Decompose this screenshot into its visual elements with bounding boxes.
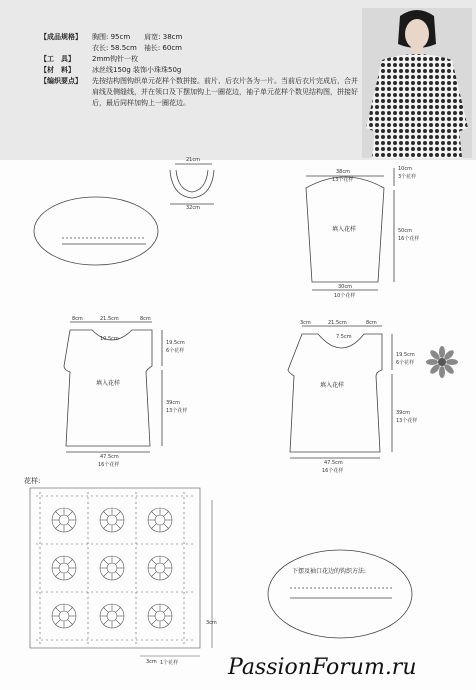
motif-spoke <box>104 572 109 577</box>
front-diagram <box>288 326 392 458</box>
front-neck: 7.5cm <box>336 334 352 340</box>
motif-center <box>107 563 117 573</box>
motif-center <box>107 515 117 525</box>
motif-spoke <box>56 608 61 613</box>
motif-spoke <box>152 572 157 577</box>
motif-spoke <box>152 560 157 565</box>
motif-spoke <box>116 572 121 577</box>
sleeve-right2-count: 16个花样 <box>398 236 420 242</box>
collar-bottom-label: 32cm <box>186 205 200 211</box>
spec-value: 冰丝线150g 装饰小珠珠50g <box>92 66 182 74</box>
back-neck: 10.5cm <box>100 336 119 342</box>
back-arm-count: 6个花样 <box>166 348 185 354</box>
sleeve-inside-label: 填入花样 <box>332 226 357 233</box>
watermark: PassionForum.ru <box>228 655 417 680</box>
sleeve-bottom-count: 10个花样 <box>334 293 356 299</box>
motif-center <box>155 611 165 621</box>
spec-key: 【工 具】 <box>40 55 75 63</box>
motif-spoke <box>104 560 109 565</box>
front-top-mid: 21.5cm <box>328 320 347 326</box>
motif-center <box>59 515 69 525</box>
motif-spoke <box>68 572 73 577</box>
motif-spoke <box>68 620 73 625</box>
motif-spoke <box>104 524 109 529</box>
spec-value: 胸围: 95cm 肩宽: 38cm <box>92 33 183 41</box>
back-arm: 19.5cm <box>166 340 185 346</box>
motif-spoke <box>116 524 121 529</box>
motif-center <box>59 611 69 621</box>
motif-spoke <box>104 512 109 517</box>
front-bottom: 47.5cm <box>324 460 343 466</box>
pattern-width-count: 1个花样 <box>160 660 179 666</box>
motif-spoke <box>56 620 61 625</box>
collar-diagram <box>170 164 214 204</box>
motif-spoke <box>68 524 73 529</box>
motif-center <box>107 611 117 621</box>
pattern-label: 花样: <box>24 477 41 485</box>
spec-value: 衣长: 58.5cm 袖长: 60cm <box>92 44 182 52</box>
motif-spoke <box>56 524 61 529</box>
motif-spoke <box>56 560 61 565</box>
motif-center <box>155 563 165 573</box>
sleeve-top-count: 13个花样 <box>332 177 354 183</box>
front-top-right: 8cm <box>366 320 377 326</box>
motif-spoke <box>164 512 169 517</box>
motif-spoke <box>56 512 61 517</box>
collar-top-label: 21cm <box>186 157 200 163</box>
front-inside-label: 填入花样 <box>320 382 345 389</box>
motif-spoke <box>68 608 73 613</box>
front-arm-count: 6个花样 <box>396 360 415 366</box>
edging-oval-bottom <box>268 550 412 638</box>
back-inside-label: 填入花样 <box>96 380 121 387</box>
motif-spoke <box>152 512 157 517</box>
stitch-chart <box>30 488 212 656</box>
sleeve-right2: 50cm <box>398 228 412 234</box>
motif-center <box>155 515 165 525</box>
back-side-count: 13个花样 <box>166 408 188 414</box>
motif-spoke <box>164 560 169 565</box>
motif-spoke <box>152 620 157 625</box>
motif-spoke <box>152 524 157 529</box>
motif-spoke <box>116 608 121 613</box>
motif-spoke <box>164 620 169 625</box>
motif-spoke <box>164 524 169 529</box>
sleeve-bottom-width: 30cm <box>338 284 352 290</box>
edging-oval-top <box>34 197 158 265</box>
spec-key: 【编织要点】 <box>40 77 82 85</box>
front-top-left: 3cm <box>300 320 311 326</box>
motif-spoke <box>56 572 61 577</box>
back-bottom-count: 16个花样 <box>98 462 120 468</box>
flower-motif <box>426 346 458 378</box>
motif-spoke <box>164 572 169 577</box>
motif-center <box>59 563 69 573</box>
back-side: 39cm <box>166 400 180 406</box>
back-top-right: 8cm <box>140 316 151 322</box>
motif-spoke <box>116 560 121 565</box>
spec-key: 【成品规格】 <box>40 33 82 41</box>
motif-spoke <box>116 512 121 517</box>
sleeve-right1-count: 3个花样 <box>398 174 417 180</box>
front-side: 39cm <box>396 410 410 416</box>
motif-spoke <box>116 620 121 625</box>
front-side-count: 13个花样 <box>396 418 418 424</box>
front-arm: 19.5cm <box>396 352 415 358</box>
edging-title: 下摆及袖口花边的钩织方法: <box>292 568 367 575</box>
motif-spoke <box>68 512 73 517</box>
motif-spoke <box>164 608 169 613</box>
pattern-width: 3cm <box>146 659 157 665</box>
spec-value: 先按结构图钩织单元花样个数拼接。前片、后衣片各为一片。当前后衣片完成后，合并肩线及侧缝线，并在领口及下摆加钩上一圈花边，袖子单元花样个数见结构图，拼接好后，最后同样加钩上一圈花边。 <box>92 77 358 107</box>
back-top-mid: 21.5cm <box>100 316 119 322</box>
motif-spoke <box>104 620 109 625</box>
sleeve-right1: 10cm <box>398 166 412 172</box>
front-bottom-count: 16个花样 <box>322 468 344 474</box>
pattern-height: 3cm <box>206 620 217 626</box>
sleeve-top-width: 38cm <box>336 169 350 175</box>
motif-grid <box>36 492 194 644</box>
back-bottom: 47.5cm <box>100 454 119 460</box>
motif-spoke <box>152 608 157 613</box>
motif-spoke <box>104 608 109 613</box>
spec-key: 【材 料】 <box>40 66 75 74</box>
back-top-left: 8cm <box>72 316 83 322</box>
spec-value: 2mm钩针一枚 <box>92 55 139 63</box>
motif-spoke <box>68 560 73 565</box>
